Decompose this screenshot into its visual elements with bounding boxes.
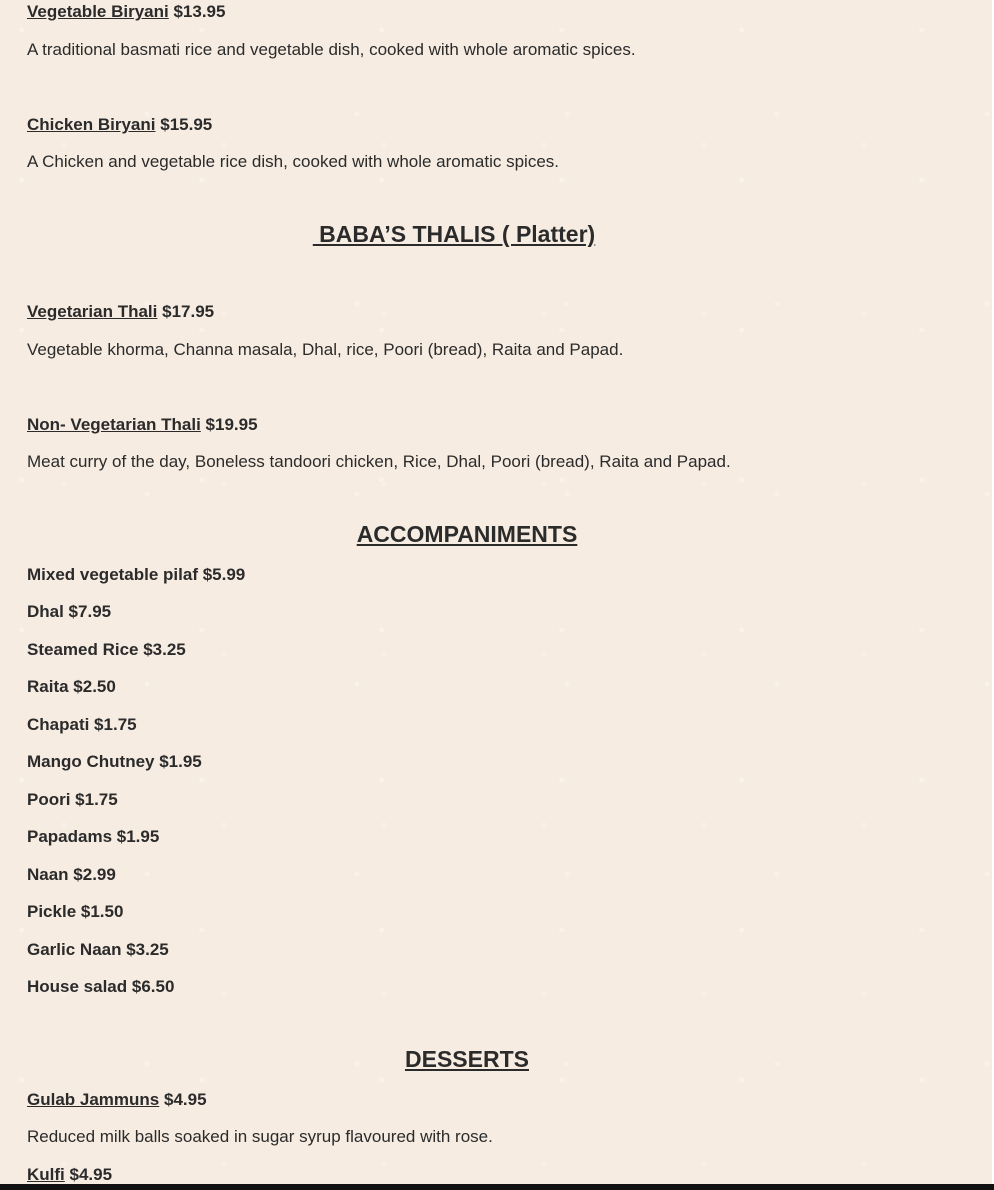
section-heading-desserts: DESSERTS [405, 1046, 529, 1072]
item-price: $13.95 [173, 2, 226, 21]
accompaniment-item: Steamed Rice $3.25 [27, 640, 186, 659]
item-link-chicken-biryani[interactable]: Chicken Biryani [27, 115, 156, 134]
accompaniment-item: Poori $1.75 [27, 790, 118, 809]
item-link-vegetable-biryani[interactable]: Vegetable Biryani [27, 2, 169, 21]
item-description: Meat curry of the day, Boneless tandoori chicken, Rice, Dhal, Poori (bread), Raita and Papad. [27, 452, 731, 471]
item-link-vegetarian-thali[interactable]: Vegetarian Thali [27, 302, 158, 321]
item-link-kulfi[interactable]: Kulfi [27, 1165, 65, 1184]
accompaniment-item: Pickle $1.50 [27, 902, 124, 921]
accompaniment-item: Mixed vegetable pilaf $5.99 [27, 565, 246, 584]
accompaniment-item: Mango Chutney $1.95 [27, 752, 202, 771]
menu-item-gulab-jammuns [27, 1088, 207, 1112]
accompaniment-item: Dhal $7.95 [27, 602, 112, 621]
menu-item-vegetable-biryani [27, 0, 225, 24]
accompaniment-item: Raita $2.50 [27, 677, 116, 696]
section-heading-thalis: BABA’S THALIS ( Platter) [312, 221, 596, 247]
accompaniment-item: Naan $2.99 [27, 865, 116, 884]
item-price: $4.95 [164, 1090, 207, 1109]
bottom-bar [0, 1184, 994, 1190]
menu-item-non-vegetarian-thali [27, 413, 258, 437]
accompaniment-item: House salad $6.50 [27, 977, 175, 996]
accompaniment-item: Garlic Naan $3.25 [27, 940, 169, 959]
item-price: $4.95 [69, 1165, 113, 1184]
item-description: A Chicken and vegetable rice dish, cooked with whole aromatic spices. [27, 152, 560, 171]
menu-item-chicken-biryani [27, 113, 212, 137]
item-price: $17.95 [162, 302, 215, 321]
item-link-gulab-jammuns[interactable]: Gulab Jammuns [27, 1090, 160, 1109]
item-price: $19.95 [205, 415, 258, 434]
item-price: $15.95 [160, 115, 213, 134]
menu-item-vegetarian-thali [27, 300, 214, 324]
accompaniment-item: Papadams $1.95 [27, 827, 160, 846]
item-description: Vegetable khorma, Channa masala, Dhal, rice, Poori (bread), Raita and Papad. [27, 340, 624, 359]
item-description: A traditional basmati rice and vegetable dish, cooked with whole aromatic spices. [27, 40, 636, 59]
accompaniment-item: Chapati $1.75 [27, 715, 137, 734]
item-link-non-vegetarian-thali[interactable]: Non- Vegetarian Thali [27, 415, 201, 434]
item-description: Reduced milk balls soaked in sugar syrup flavoured with rose. [27, 1127, 493, 1146]
section-heading-accompaniments: ACCOMPANIMENTS [356, 521, 578, 547]
